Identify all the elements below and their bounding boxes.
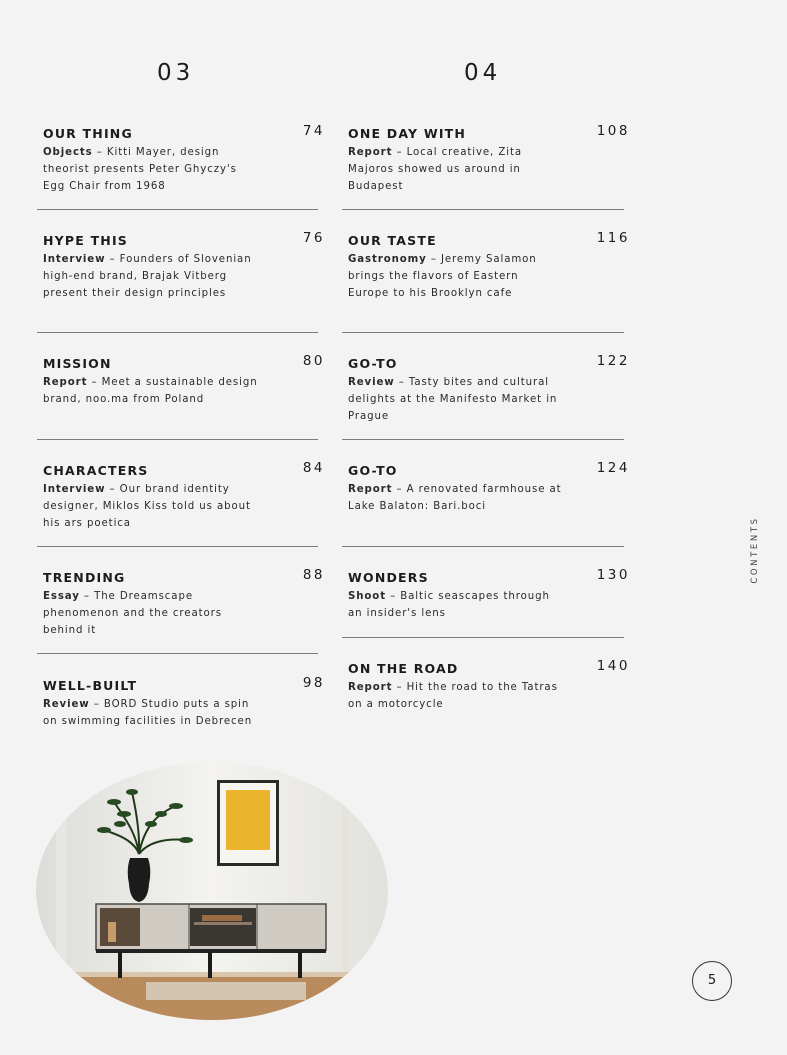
entry-description	[43, 588, 258, 639]
entry-kind: Shoot	[348, 591, 386, 602]
entry-title: GO-TO	[348, 463, 398, 478]
entry-text: – Hit the road to the Tatras on a motorcycle	[348, 682, 558, 710]
entry-text: – Local creative, Zita Majoros showed us around in Budapest	[348, 147, 522, 192]
yellow-artwork	[226, 790, 270, 850]
contents-side-label	[735, 500, 775, 600]
toc-entry-wonders[interactable]	[348, 567, 634, 625]
wall-panel-left	[56, 772, 66, 972]
wall-panel-right	[342, 792, 350, 977]
entry-description	[43, 251, 258, 302]
divider	[342, 637, 624, 638]
divider	[37, 439, 318, 440]
wooden-figure	[108, 922, 116, 942]
entry-title: OUR THING	[43, 126, 133, 141]
entry-description	[348, 588, 563, 622]
entry-description	[348, 251, 563, 302]
toc-entry-our-thing[interactable]	[43, 123, 329, 196]
section-number-03: 03	[157, 60, 195, 86]
divider	[342, 209, 624, 210]
toc-entry-go-to-balaton[interactable]	[348, 460, 634, 533]
toc-entry-on-the-road[interactable]	[348, 658, 634, 716]
entry-page-number: 74	[302, 123, 325, 139]
divider	[37, 546, 318, 547]
toc-entry-hype-this[interactable]	[43, 230, 329, 318]
entry-title: ONE DAY WITH	[348, 126, 467, 141]
divider	[342, 439, 624, 440]
entry-kind: Review	[43, 699, 90, 710]
entry-title: WELL-BUILT	[43, 678, 138, 693]
entry-page-number: 98	[302, 675, 325, 691]
entry-text: – BORD Studio puts a spin on swimming facilities in Debrecen	[43, 699, 253, 727]
entry-page-number: 88	[302, 567, 325, 583]
entry-page-number: 140	[596, 658, 630, 674]
section-number-04: 04	[464, 60, 502, 86]
entry-kind: Interview	[43, 484, 106, 495]
entry-text: – A renovated farmhouse at Lake Balaton: Bari.boci	[348, 484, 562, 512]
entry-kind: Interview	[43, 254, 106, 265]
entry-kind: Report	[43, 377, 88, 388]
entry-title: CHARACTERS	[43, 463, 149, 478]
page-number-badge: 5	[692, 961, 732, 1001]
entry-title: GO-TO	[348, 356, 398, 371]
entry-title: ON THE ROAD	[348, 661, 459, 676]
entry-title: OUR TASTE	[348, 233, 437, 248]
divider	[342, 332, 624, 333]
entry-page-number: 116	[596, 230, 630, 246]
toc-entry-go-to-prague[interactable]	[348, 353, 634, 426]
entry-page-number: 80	[302, 353, 325, 369]
entry-kind: Report	[348, 147, 393, 158]
entry-text: – The Dreamscape phenomenon and the creators behind it	[43, 591, 222, 636]
entry-kind: Review	[348, 377, 395, 388]
entry-kind: Objects	[43, 147, 93, 158]
entry-description	[43, 144, 258, 195]
divider	[37, 653, 318, 654]
rug	[146, 982, 306, 1000]
entry-kind: Report	[348, 484, 393, 495]
toc-entry-trending[interactable]	[43, 567, 329, 640]
entry-title: TRENDING	[43, 570, 126, 585]
side-label-text: CONTENTS	[750, 516, 760, 584]
entry-kind: Report	[348, 682, 393, 693]
entry-title: WONDERS	[348, 570, 429, 585]
entry-text: – Our brand identity designer, Miklos Kiss told us about his ars poetica	[43, 484, 251, 529]
entry-description	[43, 374, 258, 408]
entry-page-number: 84	[302, 460, 325, 476]
entry-description	[348, 374, 563, 425]
entry-kind: Gastronomy	[348, 254, 427, 265]
divider	[37, 332, 318, 333]
entry-text: – Founders of Slovenian high-end brand, Brajak Vitberg present their design principles	[43, 254, 252, 299]
entry-title: MISSION	[43, 356, 112, 371]
entry-text: – Meet a sustainable design brand, noo.ma from Poland	[43, 377, 258, 405]
entry-title: HYPE THIS	[43, 233, 129, 248]
entry-page-number: 130	[596, 567, 630, 583]
entry-description	[43, 696, 258, 730]
entry-description	[348, 144, 563, 195]
entry-text: – Jeremy Salamon brings the flavors of Eastern Europe to his Brooklyn cafe	[348, 254, 537, 299]
entry-description	[43, 481, 258, 532]
entry-description	[348, 679, 563, 713]
entry-text: – Tasty bites and cultural delights at the Manifesto Market in Prague	[348, 377, 558, 422]
entry-text: – Kitti Mayer, design theorist presents Peter Ghyczy's Egg Chair from 1968	[43, 147, 237, 192]
entry-page-number: 108	[596, 123, 630, 139]
entry-page-number: 124	[596, 460, 630, 476]
entry-kind: Essay	[43, 591, 80, 602]
toc-entry-well-built[interactable]	[43, 675, 329, 748]
toc-entry-one-day-with[interactable]	[348, 123, 634, 196]
entry-description	[348, 481, 563, 515]
divider	[37, 209, 318, 210]
interior-photo	[36, 762, 388, 1020]
toc-entry-our-taste[interactable]	[348, 230, 634, 318]
entry-page-number: 76	[302, 230, 325, 246]
entry-text: – Baltic seascapes through an insider's lens	[348, 591, 550, 619]
entry-page-number: 122	[596, 353, 630, 369]
divider	[342, 546, 624, 547]
toc-entry-mission[interactable]	[43, 353, 329, 426]
toc-entry-characters[interactable]	[43, 460, 329, 533]
